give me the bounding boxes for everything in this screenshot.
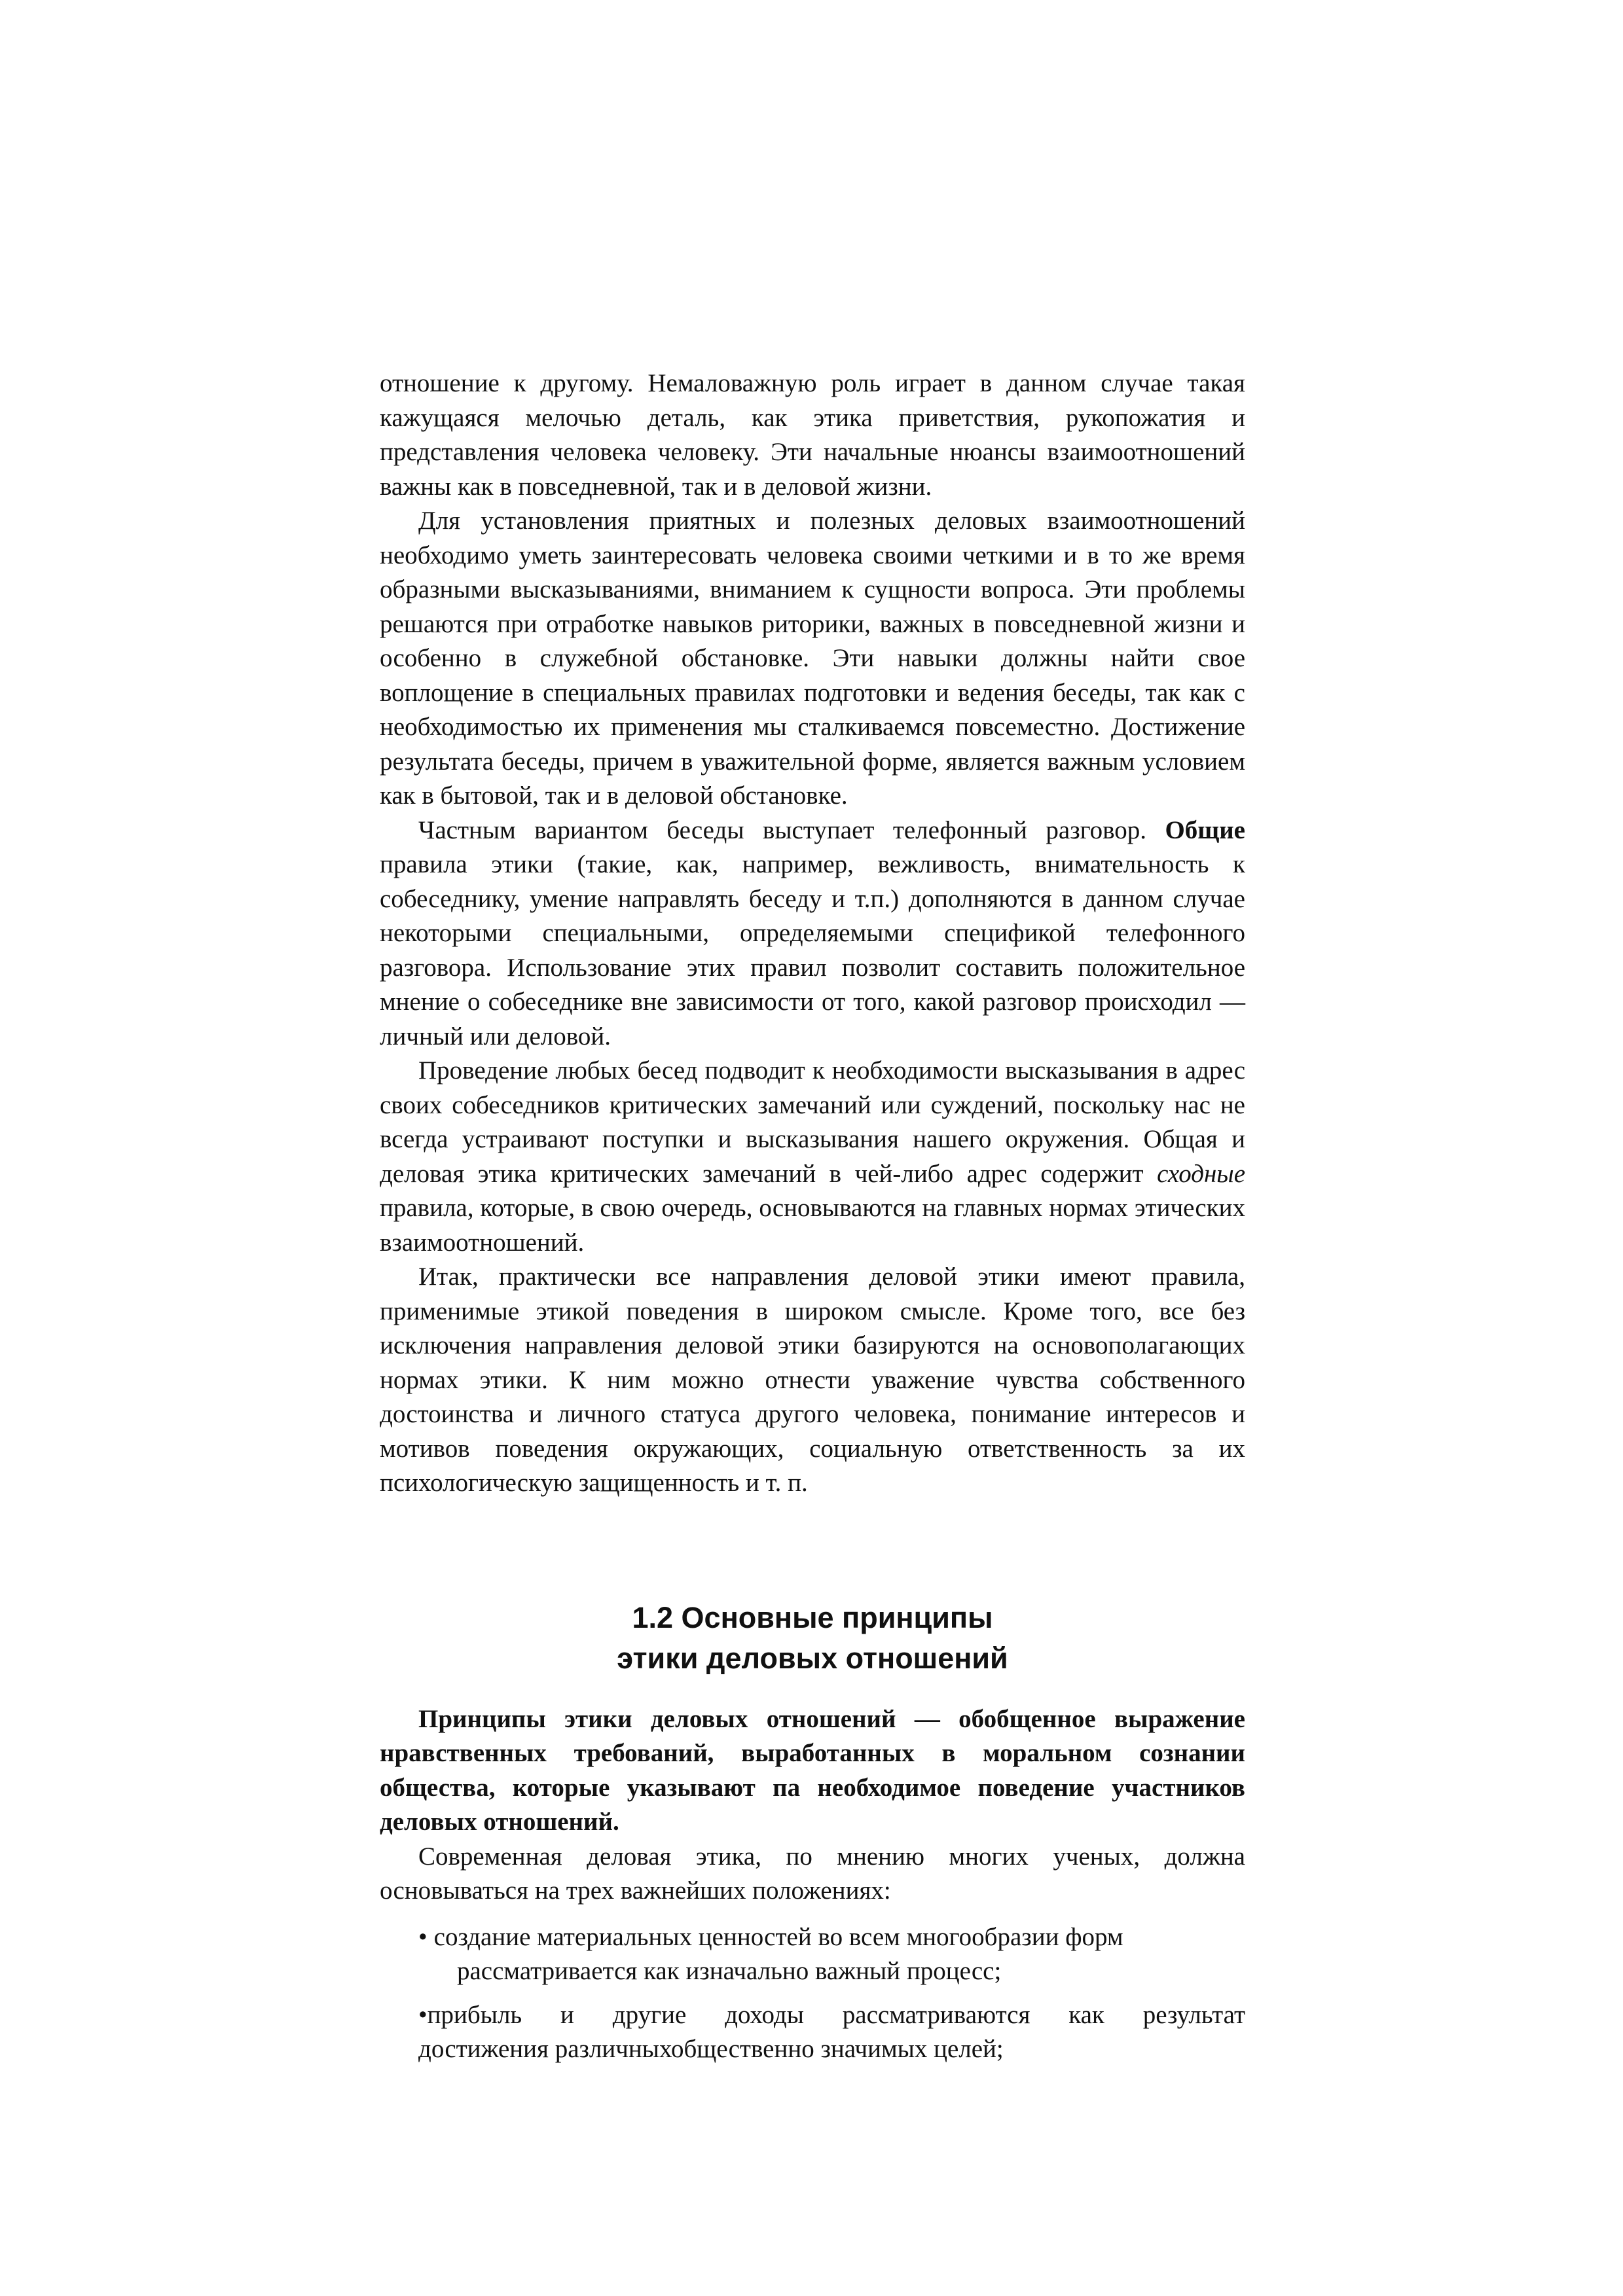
bold-term: Общие [1165,816,1245,844]
intro-paragraph: Современная деловая этика, по мнению многих ученых, должна основываться на трех важнейших положениях: [380,1842,1245,1905]
paragraph-summary: Итак, практически все направления деловой этики имеют правила, применимые этикой поведения в широком смысле. Кроме того, все без исключения направления деловой этики базируются на основополагающих нормах этики. К ним можно отнести уважение чувства собственного достоинства и личного статуса другого человека, понимание интересов и мотивов поведения окружающих, социальную ответственность за их психологическую защищенность и т. п. [380,1263,1245,1497]
list-item-line-1: создание материальных ценностей во всем многообразии форм [433,1922,1123,1951]
section-heading [380,1598,1245,1679]
list-item [380,1998,1245,2067]
italic-term: сходные [1157,1159,1246,1188]
list-item-line-2: рассматривается как изначально важный процесс; [457,1957,1002,1985]
page-content [380,367,1245,2067]
text-span: правила этики (такие, как, например, вежливость, внимательность к собеседнику, умение направлять беседу и т.п.) дополняются в данном случае некоторыми специальными, определяемыми спецификой телефонного разговора. Использование этих правил позволит составить положительное мнение о собеседнике вне зависимости от того, какой разговор происходил — личный или деловой. [380,850,1245,1050]
bullet-icon: • [418,2000,428,2029]
paragraph-continuation: отношение к другому. Немаловажную роль играет в данном случае такая кажущаяся мелочью деталь, как этика приветствия, рукопожатия и представления человека человеку. Эти начальные нюансы взаимоотношений важны как в повседневной, так и в деловой жизни. [380,369,1245,501]
text-span: Частным вариантом беседы выступает телефонный разговор. [418,816,1147,844]
list-item-line-1: прибыль и другие доходы рассматриваются как результат [427,2000,1245,2029]
principles-list [380,1920,1245,2067]
section-heading-line-1: 1.2 Основные принципы [632,1600,993,1634]
list-item [380,1920,1245,1989]
section-heading-line-2: этики деловых отношений [617,1641,1008,1675]
paragraph-criticism [380,1054,1245,1260]
list-item-line-1-wrap [418,1998,1245,2033]
paragraph-rhetoric: Для установления приятных и полезных деловых взаимоотношений необходимо уметь заинтересовать человека своими четкими и в то же время образными высказываниями, вниманием к сущности вопроса. Эти проблемы решаются при отработке навыков риторики, важных в повседневной жизни и особенно в служебной обстановке. Эти навыки должны найти свое воплощение в специальных правилах подготовки и ведения беседы, так как с необходимостью их применения мы сталкиваемся повсеместно. Достижение результата беседы, причем в уважительной форме, является важным условием как в бытовой, так и в деловой обстановке. [380,507,1245,810]
text-span: Проведение любых бесед подводит к необходимости высказывания в адрес своих собеседников критических замечаний или суждений, поскольку нас не всегда устраивают поступки и высказывания нашего окружения. Общая и деловая этика критических замечаний в чей-либо адрес содержит [380,1056,1245,1188]
paragraph-phone-conversation [380,814,1245,1054]
bullet-icon: • [418,1922,428,1951]
definition-paragraph: Принципы этики деловых отношений — обобщенное выражение нравственных требований, выработанных в моральном сознании общества, которые указывают па необходимое поведение участников деловых отношений. [380,1704,1245,1836]
text-span: правила, которые, в свою очередь, основываются на главных нормах этических взаимоотношений. [380,1194,1245,1257]
list-item-line-2: достижения различныхобщественно значимых целей; [418,2035,1004,2063]
